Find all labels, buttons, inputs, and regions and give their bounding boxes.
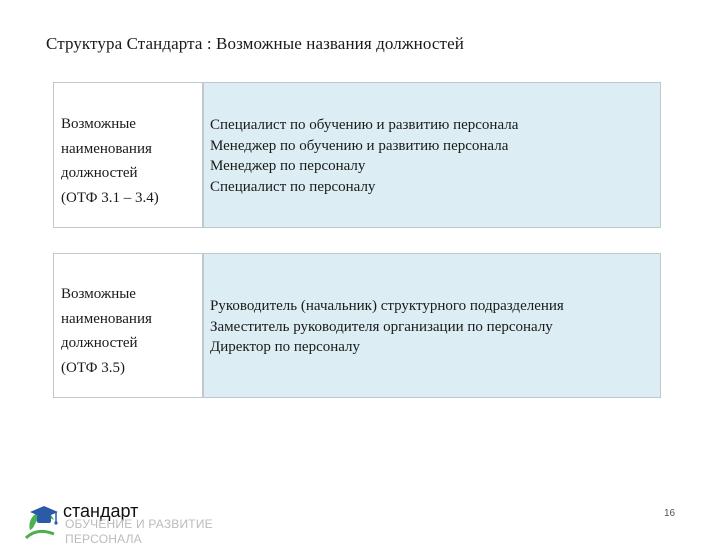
- job-titles-block-1: [53, 82, 661, 228]
- job-title-item: Специалист по обучению и развитию персонала: [210, 117, 519, 133]
- job-titles-block-2: [53, 253, 661, 398]
- job-title-item: Заместитель руководителя организации по персоналу: [210, 318, 553, 335]
- label-line: наименования: [61, 140, 152, 157]
- job-title-item: Менеджер по обучению и развитию персонала: [210, 137, 509, 154]
- page-number: 16: [664, 508, 676, 519]
- label-line: должностей: [61, 165, 138, 181]
- label-line: наименования: [61, 310, 152, 327]
- job-titles-list: [203, 82, 661, 228]
- label-line: Возможные: [61, 286, 136, 302]
- label-line: (ОТФ 3.5): [61, 359, 126, 376]
- block-label: [53, 82, 203, 228]
- label-line: должностей: [61, 335, 138, 351]
- job-title-item: Менеджер по персоналу: [210, 158, 366, 174]
- label-line: Возможные: [61, 116, 136, 132]
- footer-brand: стандарт: [63, 501, 139, 521]
- block-label: [53, 253, 203, 398]
- job-titles-list: [203, 253, 661, 398]
- job-title-item: Специалист по персоналу: [210, 178, 376, 195]
- footer-subtitle: ОБУЧЕНИЕ И РАЗВИТИЕ ПЕРСОНАЛА: [65, 517, 213, 546]
- job-title-item: Руководитель (начальник) структурного подразделения: [210, 298, 564, 314]
- slide-title: Структура Стандарта : Возможные названия должностей: [46, 34, 464, 53]
- job-title-item: Директор по персоналу: [210, 339, 361, 355]
- graduation-cap-logo-icon: [24, 500, 60, 540]
- label-line: (ОТФ 3.1 – 3.4): [61, 189, 159, 206]
